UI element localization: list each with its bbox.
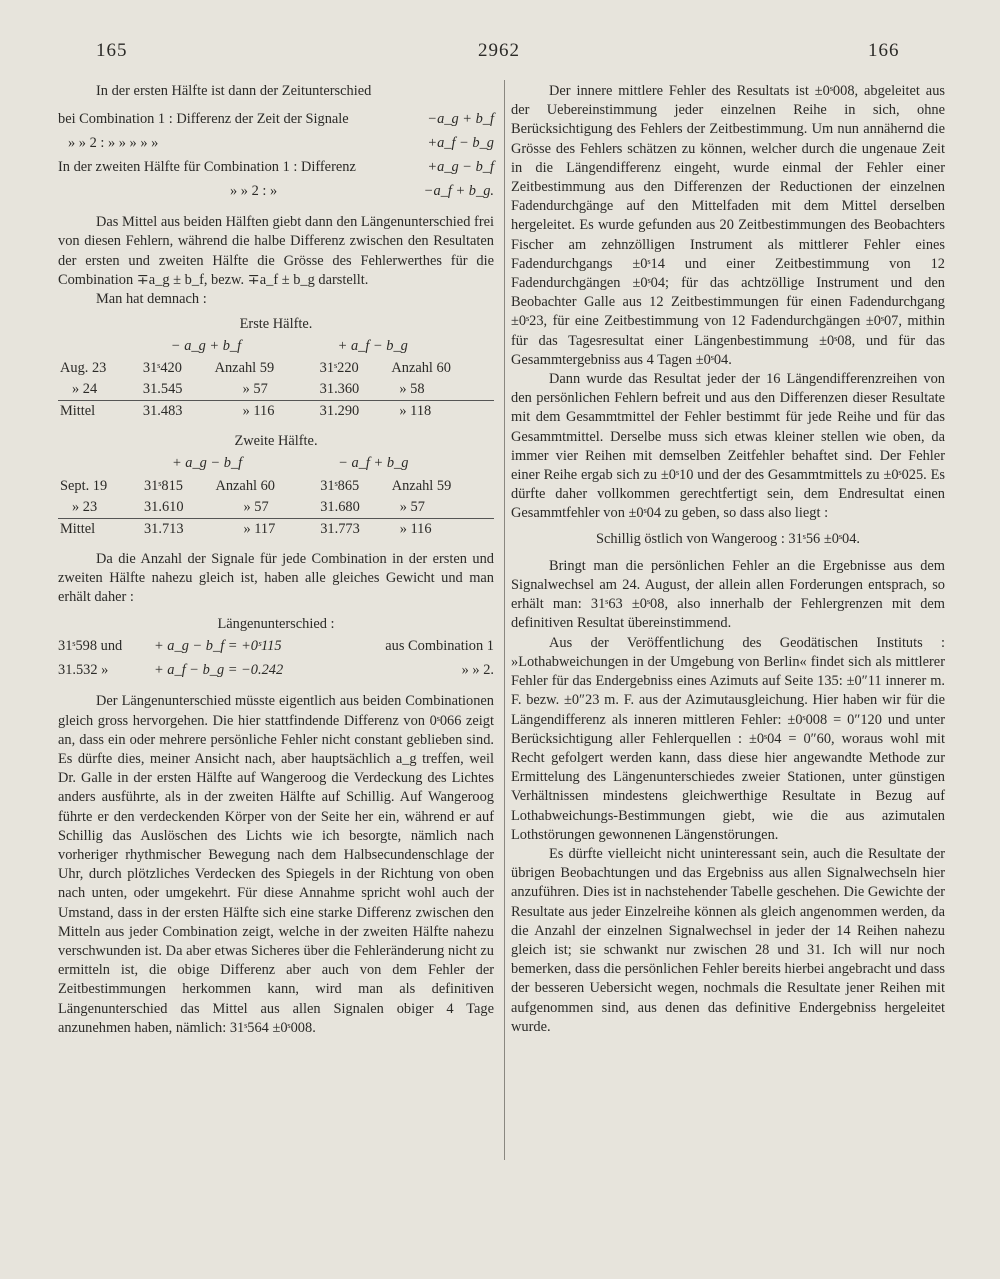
column-divider [504,80,505,1160]
combo-line [58,107,494,131]
combo-label: » » 2 : » » » » » [68,135,159,152]
paragraph: Der innere mittlere Fehler des Resultats ist ±0ˢ008, abgeleitet aus der Uebereinstimmung jeder einzelnen Reihe in sich, ohne Berücksichtigung des Fehlers der Zeitbestimmung. Um nun annähernd die Grösse des Fehlers schätzen zu können, welcher durch die ungenaue Zeit in die Längendifferenz eingeht, wurde einmal der Fehler einer Zeitbestimmung aus den Differenzen der Reductionen der einzelnen Fadendurchgänge auf den Mittelfaden mit dem Mittel derselben hergeleitet. Es wurde gefunden aus 20 Zeitbestimmungen des Beobachters Fischer am zehnzölligen Instrument als mittlerer Fehler eines Fadendurchgangs ±0ˢ14 und einer Zeitbestimmung von 12 Fadendurchgängen ±0ˢ04; für das achtzöllige Instrument und den Beobachter Galle aus 12 Zeitbestimmungen für einen Fadendurchgang ±0ˢ23, für eine Zeitbestimmung von 12 Fadendurchgängen ±0ˢ07, mithin für das Tagesresultat einer Längenbestimmung ±0ˢ08, und für das Gesammtergebniss aus 4 Tagen ±0ˢ04. [511,83,945,368]
page-number-left: 165 [96,40,128,61]
page-number-right: 166 [868,40,900,61]
left-column [58,82,494,1038]
combo-line [58,131,494,155]
combo-line [58,179,494,203]
table1-col-head: − a_g + b_f [170,337,242,354]
paragraph: Das Mittel aus beiden Hälften giebt dann den Längenunterschied frei von diesen Fehlern, während die halbe Differenz zwischen den Resultaten der ersten und zweiten Hälfte die Grösse des Fehlerwerthes für die Combination ∓a_g ± b_f, bezw. ∓a_f ± b_g darstellt. [58,214,494,288]
right-column [511,82,945,1037]
table1-col-head: + a_f − b_g [337,337,408,354]
table2-col-head: − a_f + b_g [338,455,409,472]
paragraph: Aus der Veröffentlichung des Geodätischen Instituts : »Lothabweichungen in der Umgebung von Berlin« findet sich als mittlerer Fehler für das Endergebniss eines Azimuts auf Seite 135: ±0″11 innerer m. F. bezw. ±0″23 m. F. aus der Azimutausgleichung. Hier haben wir für die Längendifferenz als inneren mittleren Fehler: ±0ˢ008 = 0″120 und unter Berücksichtigung aller Fehlerquellen : ±0ˢ04 = 0″60, woraus wohl mit Recht gefolgert werden kann, dass diese hier angewandte Methode zur Ermittelung des Längenunterschiedes zweier Stationen, unter günstigen Verhältnissen mindestens gleichwerthige Resultate in Bezug auf Lothabweichungs-Bestimmungen giebt, wie die aus azimutalen Lothstörungen gewonnenen Längenstörungen. [511,634,945,843]
table-row: » 23 31.610 » 57 31.680 » 57 [72,498,425,515]
combo-label: In der zweiten Hälfte für Combination 1 : Differenz [58,159,356,176]
laengen-line: 31ˢ598 und + a_g − b_f = +0ˢ115 aus Combination 1 [58,638,494,655]
table-row: Mittel 31.713 » 117 31.773 » 116 [58,518,494,540]
table-row: Mittel 31.483 » 116 31.290 » 118 [58,401,494,423]
table2-title: Zweite Hälfte. [234,433,318,450]
laengen-title: Längenunterschied : [217,616,335,633]
combo-expr: +a_f − b_g [427,135,494,152]
paragraph: Bringt man die persönlichen Fehler an die Ergebnisse aus dem Signalwechsel am 24. August, der allein allen Forderungen entsprach, so erhält man: 31ˢ63 ±0ˢ08, also innerhalb der Fehlergrenzen mit dem definitiven Resultat übereinstimmend. [511,557,945,632]
combination-lines [58,107,494,203]
table-zweite-haelfte [58,452,494,540]
combo-expr: +a_g − b_f [427,159,494,176]
paragraph: Dann wurde das Resultat jeder der 16 Längendifferenzreihen von den persönlichen Fehlern befreit und aus den Differenzen dieser Resultate mit dem Gesammtmittel der Fehler bestimmt für jede Reihe und für das Gesammtmittel. Derselbe muss sich etwas kleiner stellen wie oben, da immer vier Reihen mit demselben Zeitfehler behaftet sind. Der Fehler einer Reihe ergab sich zu ±0ˢ10 und der des Gesammtmittels zu ±0ˢ025. Es dürfte daher vollkommen gerechtfertigt sein, dem Endresultat einen Gesammtfehler von ±0ˢ04 zu geben, so dass also liegt : [511,371,945,522]
paragraph: Es dürfte vielleicht nicht uninteressant sein, auch die Resultate der übrigen Beobachtungen und das Ergebniss aus allen Signalwechseln hier anzuführen. Dies ist in nachstehender Tabelle geschehen. Die Gewichte der Resultate aus jeder Einzelreihe können als gleich angenommen werden, da die Anzahl der einzelnen Signalwechsel in jeder der 14 Reihen nahezu gleich ist; sie schwankt nur zwischen 28 und 31. Ich will nur noch bemerken, dass die persönlichen Fehler bereits hierbei angebracht und dass der besseren Uebersicht wegen, nochmals die Resultate jener Reihen mit aufgenommen sind, aus denen das definitive Endergebniss hergeleitet wurde. [511,845,945,1035]
table1-title: Erste Hälfte. [239,316,313,333]
combo-line [58,155,494,179]
table2-col-head: + a_g − b_f [171,455,243,472]
laengen-line: 31.532 » + a_f − b_g = −0.242 » » 2. [58,662,494,679]
table-erste-haelfte [58,334,494,422]
page-number-center: 2962 [478,40,520,61]
paragraph: Der Längenunterschied müsste eigentlich aus beiden Combinationen gleich gross hervorgehen. Die hier stattfindende Differenz von 0ˢ066 zeigt an, dass ein oder mehrere persönliche Fehler nicht constant geblieben sind. Es dürfte dies, meiner Ansicht nach, aber hauptsächlich a_g treffen, weil Dr. Galle in der ersten Hälfte auf Wangeroog die Verdeckung des Lichtes anders ausführte, als in der zweiten Hälfte auf Schillig. Auf Wangeroog führte er den verdeckenden Körper von der Seite her ein, während er auf Schillig das Auslöschen des Lichts wie ich besorgte, nämlich nach vorheriger rhythmischer Bewegung nach dem Halbsecundenschlage der Uhr, durch plötzliches Verdecken des Spiegels in der Richtung von oben nach unten, oder umgekehrt. Für diese Annahme spricht wohl auch der Umstand, dass in der ersten Hälfte sich eine starke Differenz zwischen den Mitteln aus jeder Combination zeigt, welche in der zweiten Hälfte nahezu verschwunden ist. Da aber etwas Sicheres über die Fehleränderung nicht zu ermitteln ist, die obige Differenz aber auch von dem Fehler der Zeitbestimmungen herkommen kann, wird man als definitiven Längenunterschied das Mittel aus allen Signalen obiger 4 Tage anzunehmen haben, nämlich: 31ˢ564 ±0ˢ008. [58,693,494,1036]
combo-label: » » 2 : » [230,183,278,200]
result-line: Schillig östlich von Wangeroog : 31ˢ56 ±0ˢ04. [595,530,860,547]
table-row: Sept. 19 31ˢ815 Anzahl 60 31ˢ865 Anzahl 59 [60,477,452,494]
paragraph: Da die Anzahl der Signale für jede Combination in der ersten und zweiten Hälfte nahezu gleich ist, haben alle gleiches Gewicht und man erhält daher : [58,550,494,606]
intro-line: In der ersten Hälfte ist dann der Zeitunterschied [96,83,372,99]
man-hat-line: Man hat demnach : [96,291,207,308]
combo-expr: −a_f + b_g. [423,183,494,200]
combo-expr: −a_g + b_f [427,111,494,128]
combo-label: bei Combination 1 : Differenz der Zeit der Signale [58,111,349,128]
table-row: » 24 31.545 » 57 31.360 » 58 [72,381,425,398]
table-row: Aug. 23 31ˢ420 Anzahl 59 31ˢ220 Anzahl 60 [60,360,451,377]
